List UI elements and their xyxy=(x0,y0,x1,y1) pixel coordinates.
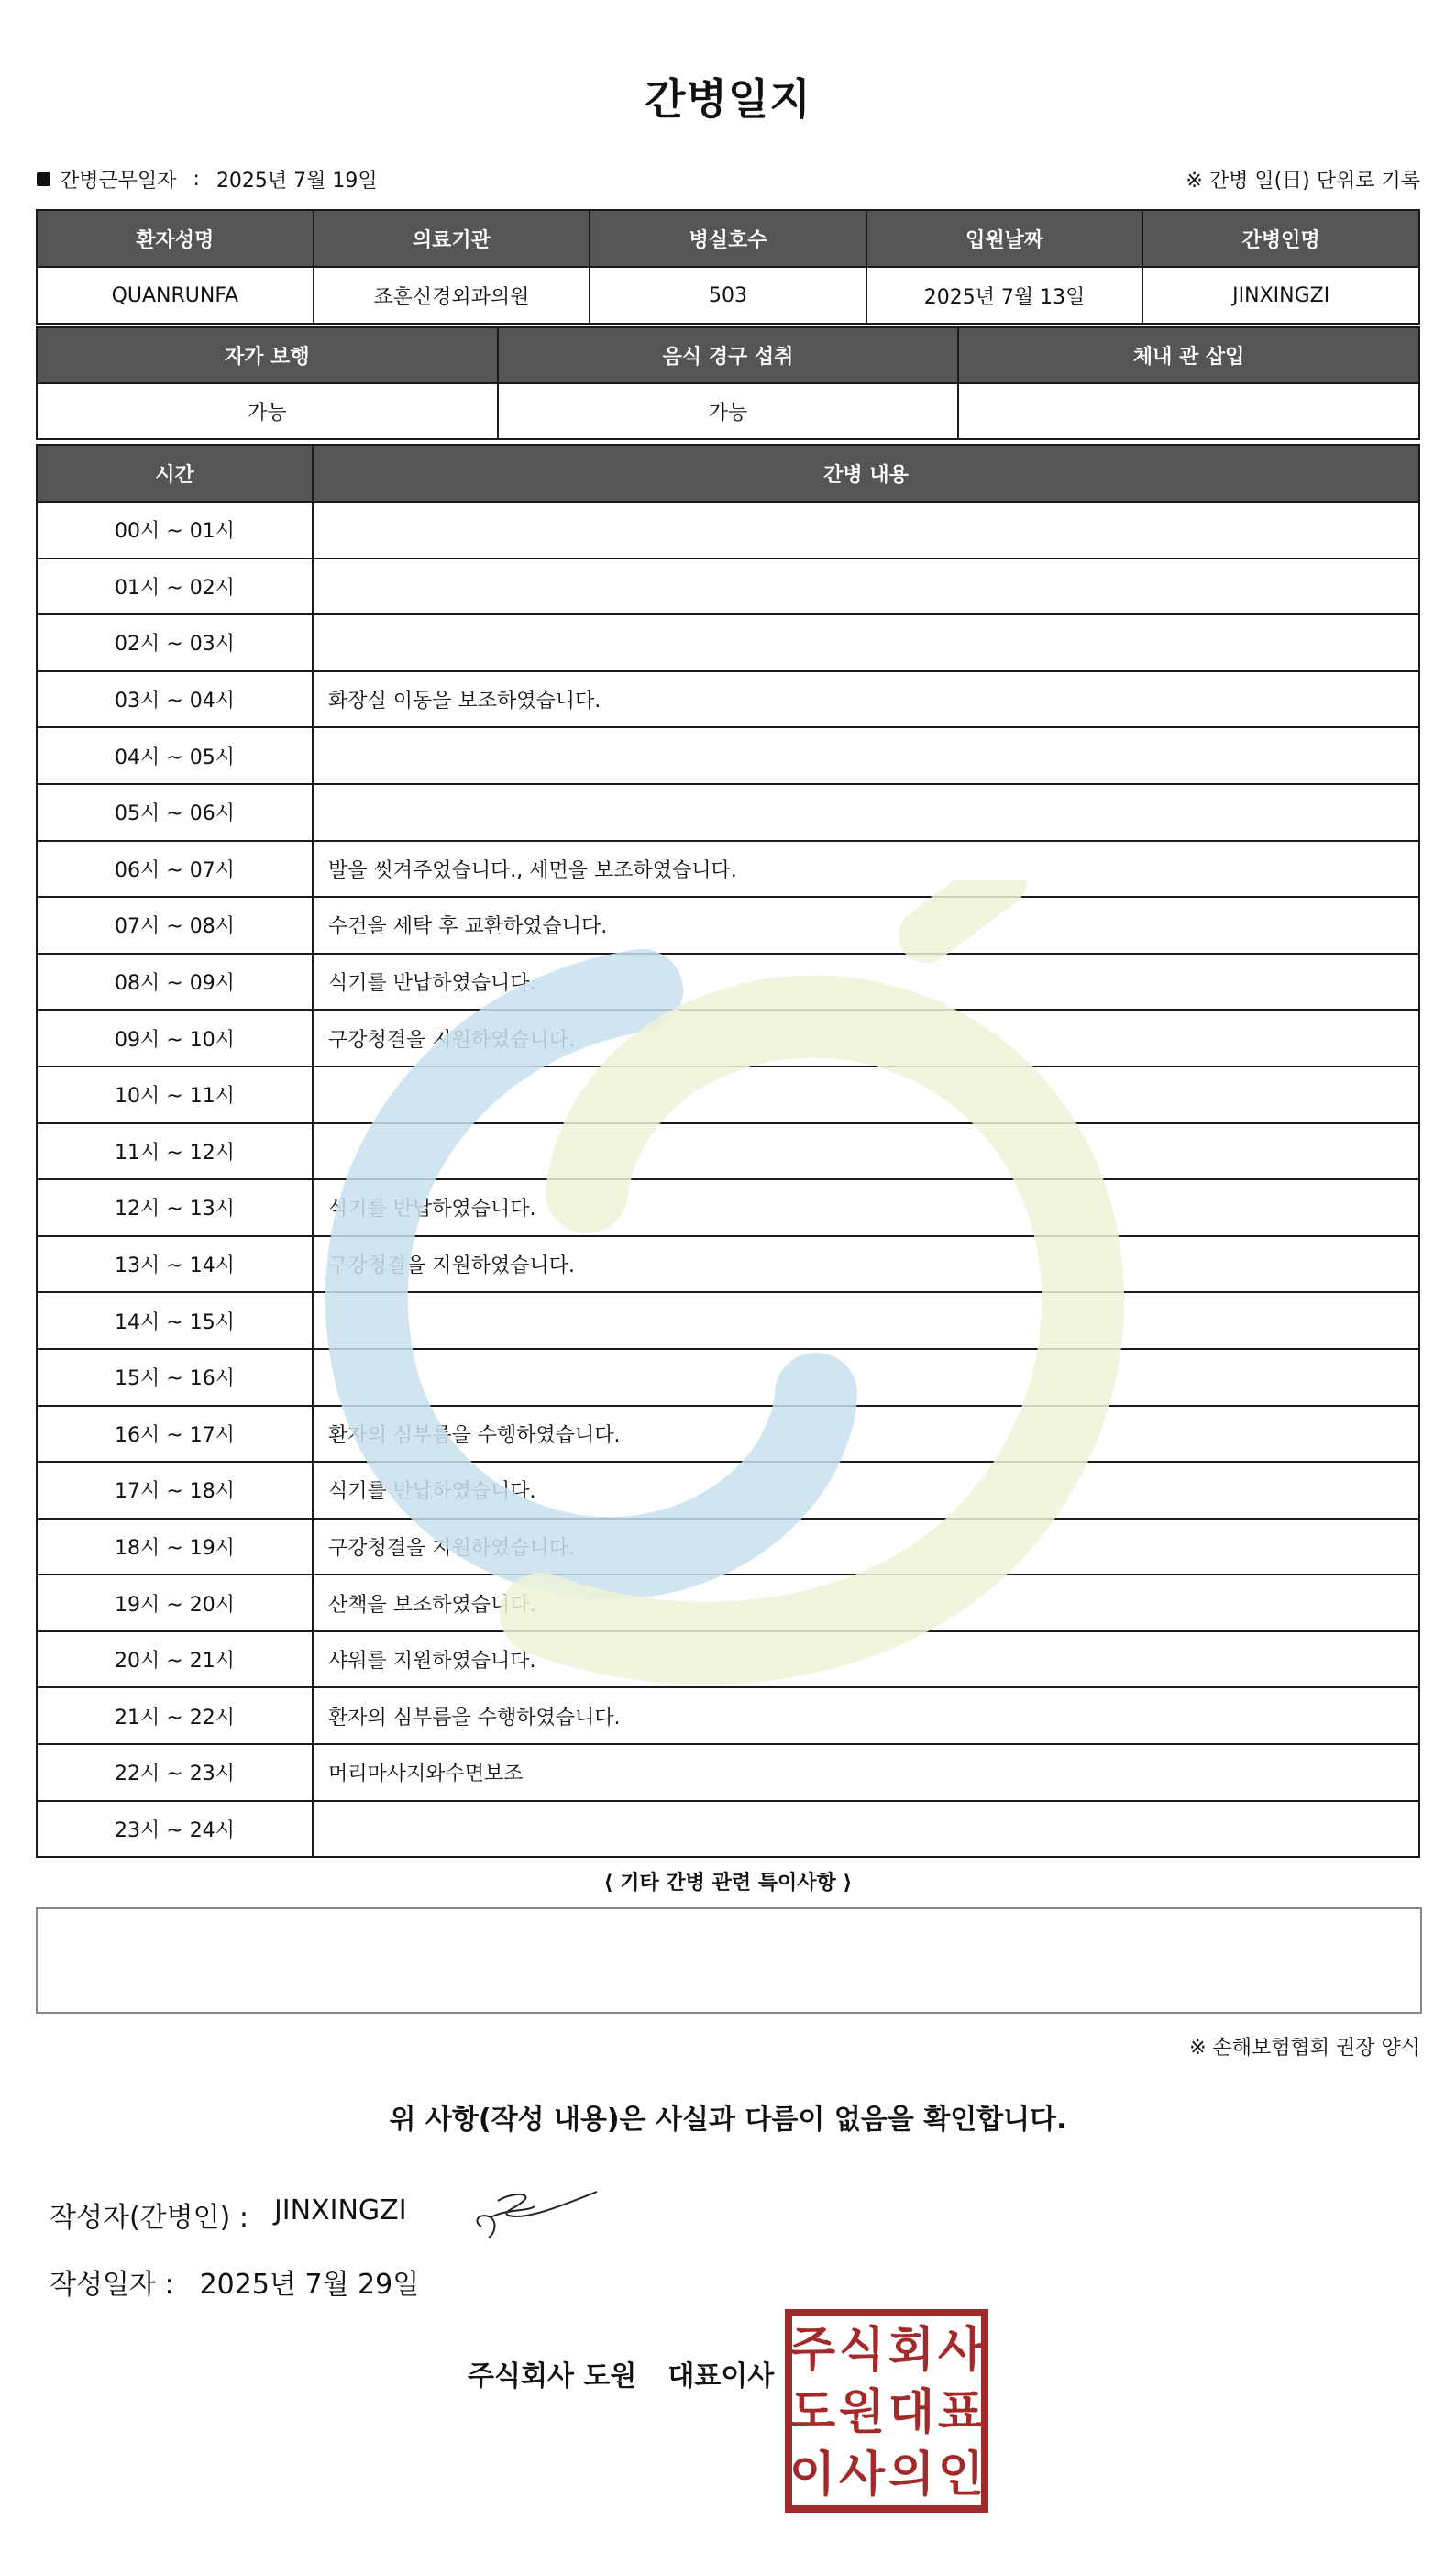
care-log-row xyxy=(37,1349,1419,1406)
care-log-time: 01시 ~ 02시 xyxy=(37,558,313,615)
care-log-row xyxy=(37,558,1419,615)
care-log-row xyxy=(37,1462,1419,1519)
status-header-row xyxy=(37,327,1419,383)
care-log-time: 02시 ~ 03시 xyxy=(37,614,313,671)
care-log-time: 15시 ~ 16시 xyxy=(37,1349,313,1406)
care-log-time: 04시 ~ 05시 xyxy=(37,727,313,784)
care-log-body xyxy=(37,502,1419,1857)
care-log-time: 20시 ~ 21시 xyxy=(37,1631,313,1688)
seal-character: 이 xyxy=(789,2448,836,2503)
write-date-label: 작성일자 : xyxy=(50,2269,174,2301)
header-room: 병실호수 xyxy=(590,210,866,267)
care-log-row xyxy=(37,1406,1419,1463)
remarks-box xyxy=(36,1907,1422,2014)
care-log-row xyxy=(37,1236,1419,1293)
care-log-time: 21시 ~ 22시 xyxy=(37,1687,313,1744)
seal-characters xyxy=(789,2323,985,2503)
header-patient-name: 환자성명 xyxy=(37,210,314,267)
header-self-walking: 자가 보행 xyxy=(37,327,498,383)
care-log-row xyxy=(37,897,1419,954)
care-log-content xyxy=(313,614,1419,671)
care-log-time: 00시 ~ 01시 xyxy=(37,502,313,558)
care-log-row xyxy=(37,1744,1419,1801)
care-log-content: 환자의 심부름을 수행하였습니다. xyxy=(313,1406,1419,1463)
care-log-content: 구강청결을 지원하였습니다. xyxy=(313,1010,1419,1066)
care-log-time: 06시 ~ 07시 xyxy=(37,841,313,898)
care-log-content: 산책을 보조하였습니다. xyxy=(313,1575,1419,1631)
care-log-time: 10시 ~ 11시 xyxy=(37,1066,313,1123)
admission-date: 2025년 7월 13일 xyxy=(866,267,1143,324)
company-role: 대표이사 xyxy=(667,2360,775,2393)
header-caregiver-name: 간병인명 xyxy=(1142,210,1419,267)
room-number: 503 xyxy=(590,267,866,324)
care-log-row xyxy=(37,1687,1419,1744)
care-log-content: 수건을 세탁 후 교환하였습니다. xyxy=(313,897,1419,954)
patient-name: QUANRUNFA xyxy=(37,267,314,324)
care-log-row xyxy=(37,1123,1419,1180)
care-log-time: 17시 ~ 18시 xyxy=(37,1462,313,1519)
patient-info-header-row xyxy=(37,210,1419,267)
care-log-content xyxy=(313,1066,1419,1123)
company-seal-icon xyxy=(785,2309,988,2513)
header-hospital: 의료기관 xyxy=(314,210,590,267)
care-log-time: 03시 ~ 04시 xyxy=(37,671,313,728)
care-log-content xyxy=(313,1801,1419,1858)
seal-character: 주 xyxy=(789,2323,836,2378)
seal-character: 식 xyxy=(838,2323,886,2378)
seal-character: 사 xyxy=(937,2323,985,2378)
writer-label: 작성자(간병인) : xyxy=(50,2202,248,2234)
care-log-row xyxy=(37,1801,1419,1858)
care-log-row xyxy=(37,954,1419,1011)
care-log-content: 식기를 반납하였습니다. xyxy=(313,954,1419,1011)
care-log-content: 구강청결을 지원하였습니다. xyxy=(313,1519,1419,1575)
care-log-row xyxy=(37,671,1419,728)
remarks-title: ⟨ 기타 간병 관련 특이사항 ⟩ xyxy=(603,1872,853,1895)
care-log-content: 식기를 반납하였습니다. xyxy=(313,1462,1419,1519)
care-log-time: 13시 ~ 14시 xyxy=(37,1236,313,1293)
care-log-row xyxy=(37,1179,1419,1236)
care-log-time: 23시 ~ 24시 xyxy=(37,1801,313,1858)
seal-character: 표 xyxy=(937,2385,985,2440)
work-date-line xyxy=(37,165,378,193)
care-log-row xyxy=(37,1631,1419,1688)
patient-info-table xyxy=(36,209,1420,325)
company-name: 주식회사 도원 xyxy=(468,2360,637,2393)
care-log-row xyxy=(37,1575,1419,1631)
status-value-row xyxy=(37,383,1419,439)
care-log-header-row xyxy=(37,445,1419,502)
care-log-content: 식기를 반납하였습니다. xyxy=(313,1179,1419,1236)
oral-intake-value: 가능 xyxy=(498,383,959,439)
confirmation-statement: 위 사항(작성 내용)은 사실과 다름이 없음을 확인합니다. xyxy=(389,2104,1067,2136)
work-date-label: 간병근무일자 xyxy=(60,170,177,193)
patient-status-table xyxy=(36,326,1420,440)
caregiver-name: JINXINGZI xyxy=(1142,267,1419,324)
seal-character: 원 xyxy=(838,2385,886,2440)
care-log-time: 08시 ~ 09시 xyxy=(37,954,313,1011)
care-log-content xyxy=(313,1292,1419,1349)
care-log-time: 07시 ~ 08시 xyxy=(37,897,313,954)
tube-insertion-value xyxy=(958,383,1419,439)
care-log-content: 화장실 이동을 보조하였습니다. xyxy=(313,671,1419,728)
unit-note: ※ 간병 일(日) 단위로 기록 xyxy=(1186,170,1420,193)
header-tube-insertion: 체내 관 삽입 xyxy=(958,327,1419,383)
care-log-content xyxy=(313,558,1419,615)
care-log-content: 머리마사지와수면보조 xyxy=(313,1744,1419,1801)
seal-character: 대 xyxy=(888,2385,935,2440)
work-date-separator: : xyxy=(193,168,200,191)
header-care-content: 간병 내용 xyxy=(313,445,1419,502)
care-log-time: 22시 ~ 23시 xyxy=(37,1744,313,1801)
care-log-content xyxy=(313,1123,1419,1180)
care-log-time: 18시 ~ 19시 xyxy=(37,1519,313,1575)
writer-name: JINXINGZI xyxy=(273,2194,407,2227)
care-log-time: 05시 ~ 06시 xyxy=(37,784,313,841)
seal-character: 의 xyxy=(888,2448,935,2503)
care-log-content: 발을 씻겨주었습니다., 세면을 보조하였습니다. xyxy=(313,841,1419,898)
care-log-row xyxy=(37,1066,1419,1123)
seal-character: 사 xyxy=(838,2448,886,2503)
care-log-time: 16시 ~ 17시 xyxy=(37,1406,313,1463)
company-line xyxy=(468,2353,774,2393)
care-log-content: 샤워를 지원하였습니다. xyxy=(313,1631,1419,1688)
header-admission-date: 입원날짜 xyxy=(866,210,1143,267)
care-log-time: 14시 ~ 15시 xyxy=(37,1292,313,1349)
care-log-row xyxy=(37,841,1419,898)
writer-line xyxy=(50,2194,407,2235)
care-log-content xyxy=(313,502,1419,558)
care-log-content xyxy=(313,784,1419,841)
self-walking-value: 가능 xyxy=(37,383,498,439)
care-log-time: 19시 ~ 20시 xyxy=(37,1575,313,1631)
seal-character: 인 xyxy=(937,2448,985,2503)
header-time: 시간 xyxy=(37,445,313,502)
handwritten-signature-icon xyxy=(463,2181,601,2245)
care-log-row xyxy=(37,502,1419,558)
header-oral-intake: 음식 경구 섭취 xyxy=(498,327,959,383)
care-log-content: 구강청결을 지원하였습니다. xyxy=(313,1236,1419,1293)
care-log-row xyxy=(37,784,1419,841)
care-log-row xyxy=(37,614,1419,671)
seal-character: 회 xyxy=(888,2323,935,2378)
care-log-table xyxy=(36,444,1420,1858)
patient-info-value-row xyxy=(37,267,1419,324)
care-log-time: 12시 ~ 13시 xyxy=(37,1179,313,1236)
care-log-time: 11시 ~ 12시 xyxy=(37,1123,313,1180)
bullet-square-icon xyxy=(37,172,50,186)
write-date-line xyxy=(50,2261,419,2302)
form-note: ※ 손해보험협회 권장 양식 xyxy=(1189,2037,1420,2060)
write-date-value: 2025년 7월 29일 xyxy=(199,2269,420,2301)
seal-character: 도 xyxy=(789,2385,836,2440)
work-date-value: 2025년 7월 19일 xyxy=(215,170,378,193)
care-log-row xyxy=(37,1519,1419,1575)
care-log-row xyxy=(37,727,1419,784)
document-title: 간병일지 xyxy=(645,74,811,124)
hospital-name: 죠훈신경외과의원 xyxy=(314,267,590,324)
care-log-row xyxy=(37,1010,1419,1066)
care-log-time: 09시 ~ 10시 xyxy=(37,1010,313,1066)
care-log-content: 환자의 심부름을 수행하였습니다. xyxy=(313,1687,1419,1744)
care-log-content xyxy=(313,1349,1419,1406)
care-log-content xyxy=(313,727,1419,784)
care-log-row xyxy=(37,1292,1419,1349)
